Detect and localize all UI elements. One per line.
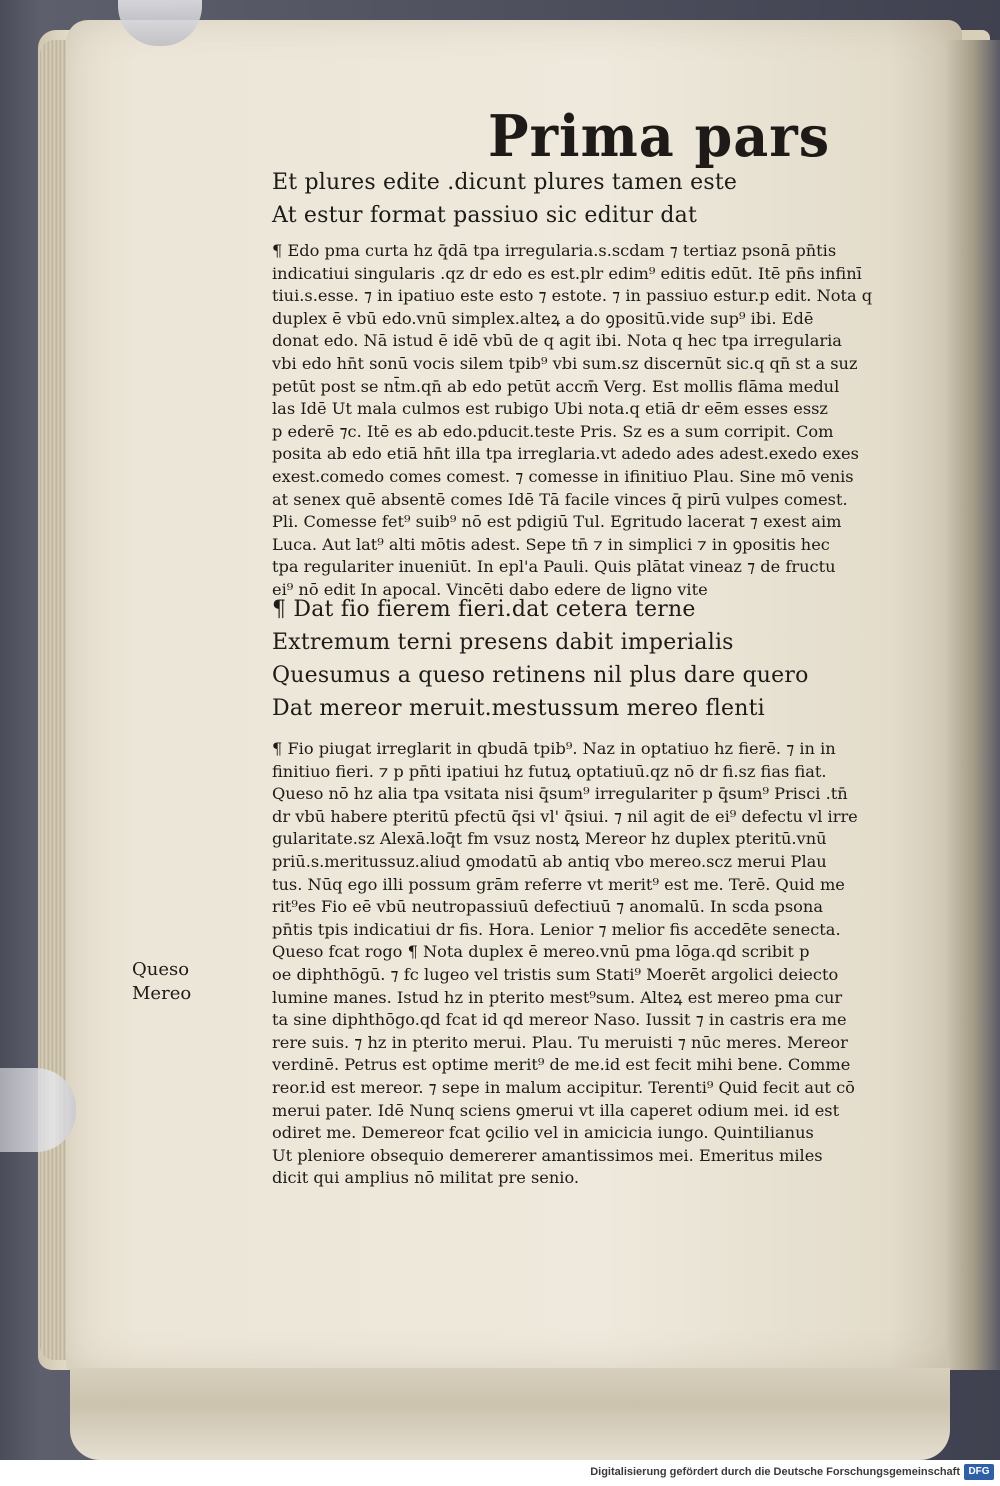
text-line: exest.comedo comes comest. ⁊ comesse in ifinitiuo Plau. Sine mō venis [272, 466, 854, 486]
commentary-paragraph-2 [272, 738, 858, 1190]
verse-line: Dat mereor meruit.mestussum mereo flenti [272, 696, 765, 721]
verse-line: Extremum terni presens dabit imperialis [272, 630, 734, 655]
text-line: Pli. Comesse fet⁹ suib⁹ nō est pdigiū Tul. Egritudo lacerat ⁊ exest aim [272, 512, 842, 532]
text-line: duplex ē vbū edo.vnū simplex.alteꝝ a do ꝯpositū.vide sup⁹ ibi. Edē [272, 308, 814, 328]
commentary-paragraph-1 [272, 240, 872, 602]
text-line: p ederē ⁊c. Itē es ab edo.pducit.teste Pris. Sz es a sum corripit. Com [272, 421, 834, 441]
page-foot-edge [70, 1368, 950, 1460]
marginal-note-line: Queso [132, 959, 190, 980]
text-line: lumine manes. Istud hz in pterito mest⁹sum. Alteꝝ est mereo pma cur [272, 987, 843, 1007]
marginal-note [132, 958, 191, 1006]
text-line: Queso nō hz alia tpa vsitata nisi q̄sum⁹ irregulariter p q̄sum⁹ Prisci .tn̄ [272, 784, 848, 804]
text-line: rere suis. ⁊ hz in pterito merui. Plau. Tu meruisti ⁊ nūc meres. Mereor [272, 1032, 848, 1052]
text-line: merui pater. Idē Nunq sciens ꝯmerui vt illa caperet odium mei. id est [272, 1100, 840, 1120]
verse-line: ¶ Dat fio fierem fieri.dat cetera terne [272, 597, 696, 622]
footer-credit: Digitalisierung gefördert durch die Deutsche Forschungsgemeinschaft [590, 1466, 960, 1478]
text-line: pn̄tis tpis indicatiui dr fis. Hora. Lenior ⁊ melior fis accedēte senecta. [272, 919, 841, 939]
text-line: tus. Nūq ego illi possum grām referre vt merit⁹ est me. Terē. Quid me [272, 874, 845, 894]
text-line: ¶ Fio piugat irreglarit in qbudā tpib⁹. Naz in optatiuo hz fierē. ⁊ in in [272, 739, 836, 758]
text-line: ei⁹ nō edit In apocal. Vincēti dabo edere de ligno vite [272, 579, 708, 599]
page-clip-left [0, 1068, 76, 1152]
text-line: tiui.s.esse. ⁊ in ipatiuo este esto ⁊ estote. ⁊ in passiuo estur.p edit. Nota q [272, 286, 873, 306]
text-line: dr vbū habere pteritū pfectū q̄si vl' q̄siui. ⁊ nil agit de ei⁹ defectu vl irre [272, 806, 858, 826]
verse-line: Quesumus a queso retinens nil plus dare quero [272, 663, 809, 688]
text-line: vbi edo hn̄t sonū vocis silem tpib⁹ vbi sum.sz discernūt sic.q qn̄ st a suz [272, 353, 858, 373]
text-line: tpa regulariter inueniūt. In epl'a Pauli. Quis plātat vineaz ⁊ de fructu [272, 557, 836, 577]
text-line: Luca. Aut lat⁹ alti mōtis adest. Sepe tn̄ ⁊ in simplici ⁊ in ꝯpositis hec [272, 534, 830, 554]
text-line: oe diphthōgū. ⁊ fc lugeo vel tristis sum Stati⁹ Moerēt argolici deiecto [272, 964, 839, 984]
verse-line: Et plures edite .dicunt plures tamen este [272, 170, 738, 195]
text-line: ¶ Edo pma curta hz q̄dā tpa irregularia.s.scdam ⁊ tertiaz psonā pn̄tis [272, 241, 837, 260]
text-line: las Idē Ut mala culmos est rubigo Ubi nota.q etiā dr eēm esses essz [272, 399, 828, 419]
text-line: priū.s.meritussuz.aliud ꝯmodatū ab antiq vbo mereo.scz merui Plau [272, 851, 827, 871]
gutter-shadow [946, 40, 1000, 1370]
text-line: finitiuo fieri. ⁊ p pn̄ti ipatiui hz futuꝝ optatiuū.qz nō dr fi.sz fias fiat. [272, 761, 827, 781]
text-line: gularitate.sz Alexā.loq̄t fm vsuz nostꝝ Mereor hz duplex pteritū.vnū [272, 829, 827, 849]
text-line: odiret me. Demereor fcat ꝯcilio vel in amicicia iungo. Quintilianus [272, 1123, 814, 1143]
verse-line: At estur format passiuo sic editur dat [272, 203, 698, 228]
marginal-note-line: Mereo [132, 983, 192, 1004]
text-line: verdinē. Petrus est optime merit⁹ de me.id est fecit mihi bene. Comme [272, 1055, 851, 1075]
text-line: petūt post se nt̄m.qn̄ ab edo petūt accm̄ Verg. Est mollis flāma medul [272, 376, 840, 396]
text-line: Queso fcat rogo ¶ Nota duplex ē mereo.vnū pma lōga.qd scribit p [272, 942, 810, 962]
text-line: Ut pleniore obsequio demererer amantissimos mei. Emeritus miles [272, 1145, 823, 1165]
text-line: reor.id est mereor. ⁊ sepe in malum accipitur. Terenti⁹ Quid fecit aut cō [272, 1077, 855, 1097]
page-heading: Prima pars [488, 102, 831, 170]
text-line: rit⁹es Fio eē vbū neutropassiuū defectiuū ⁊ anomalū. In scda psona [272, 897, 823, 917]
text-line: dicit qui amplius nō militat pre senio. [272, 1168, 580, 1188]
text-line: ta sine diphthōgo.qd fcat id qd mereor Naso. Iussit ⁊ in castris era me [272, 1010, 847, 1030]
text-line: indicatiui singularis .qz dr edo es est.plr edim⁹ editis edūt. Itē pn̄s infinī [272, 263, 862, 283]
text-line: at senex quē absentē comes Idē Tā facile vinces q̄ pirū vulpes comest. [272, 489, 848, 509]
text-line: posita ab edo etiā hn̄t illa tpa irreglaria.vt adedo ades adest.exedo exes [272, 444, 859, 464]
text-line: donat edo. Nā istud ē idē vbū de q agit ibi. Nota q hec tpa irregularia [272, 331, 842, 351]
dfg-logo: DFG [964, 1464, 994, 1480]
